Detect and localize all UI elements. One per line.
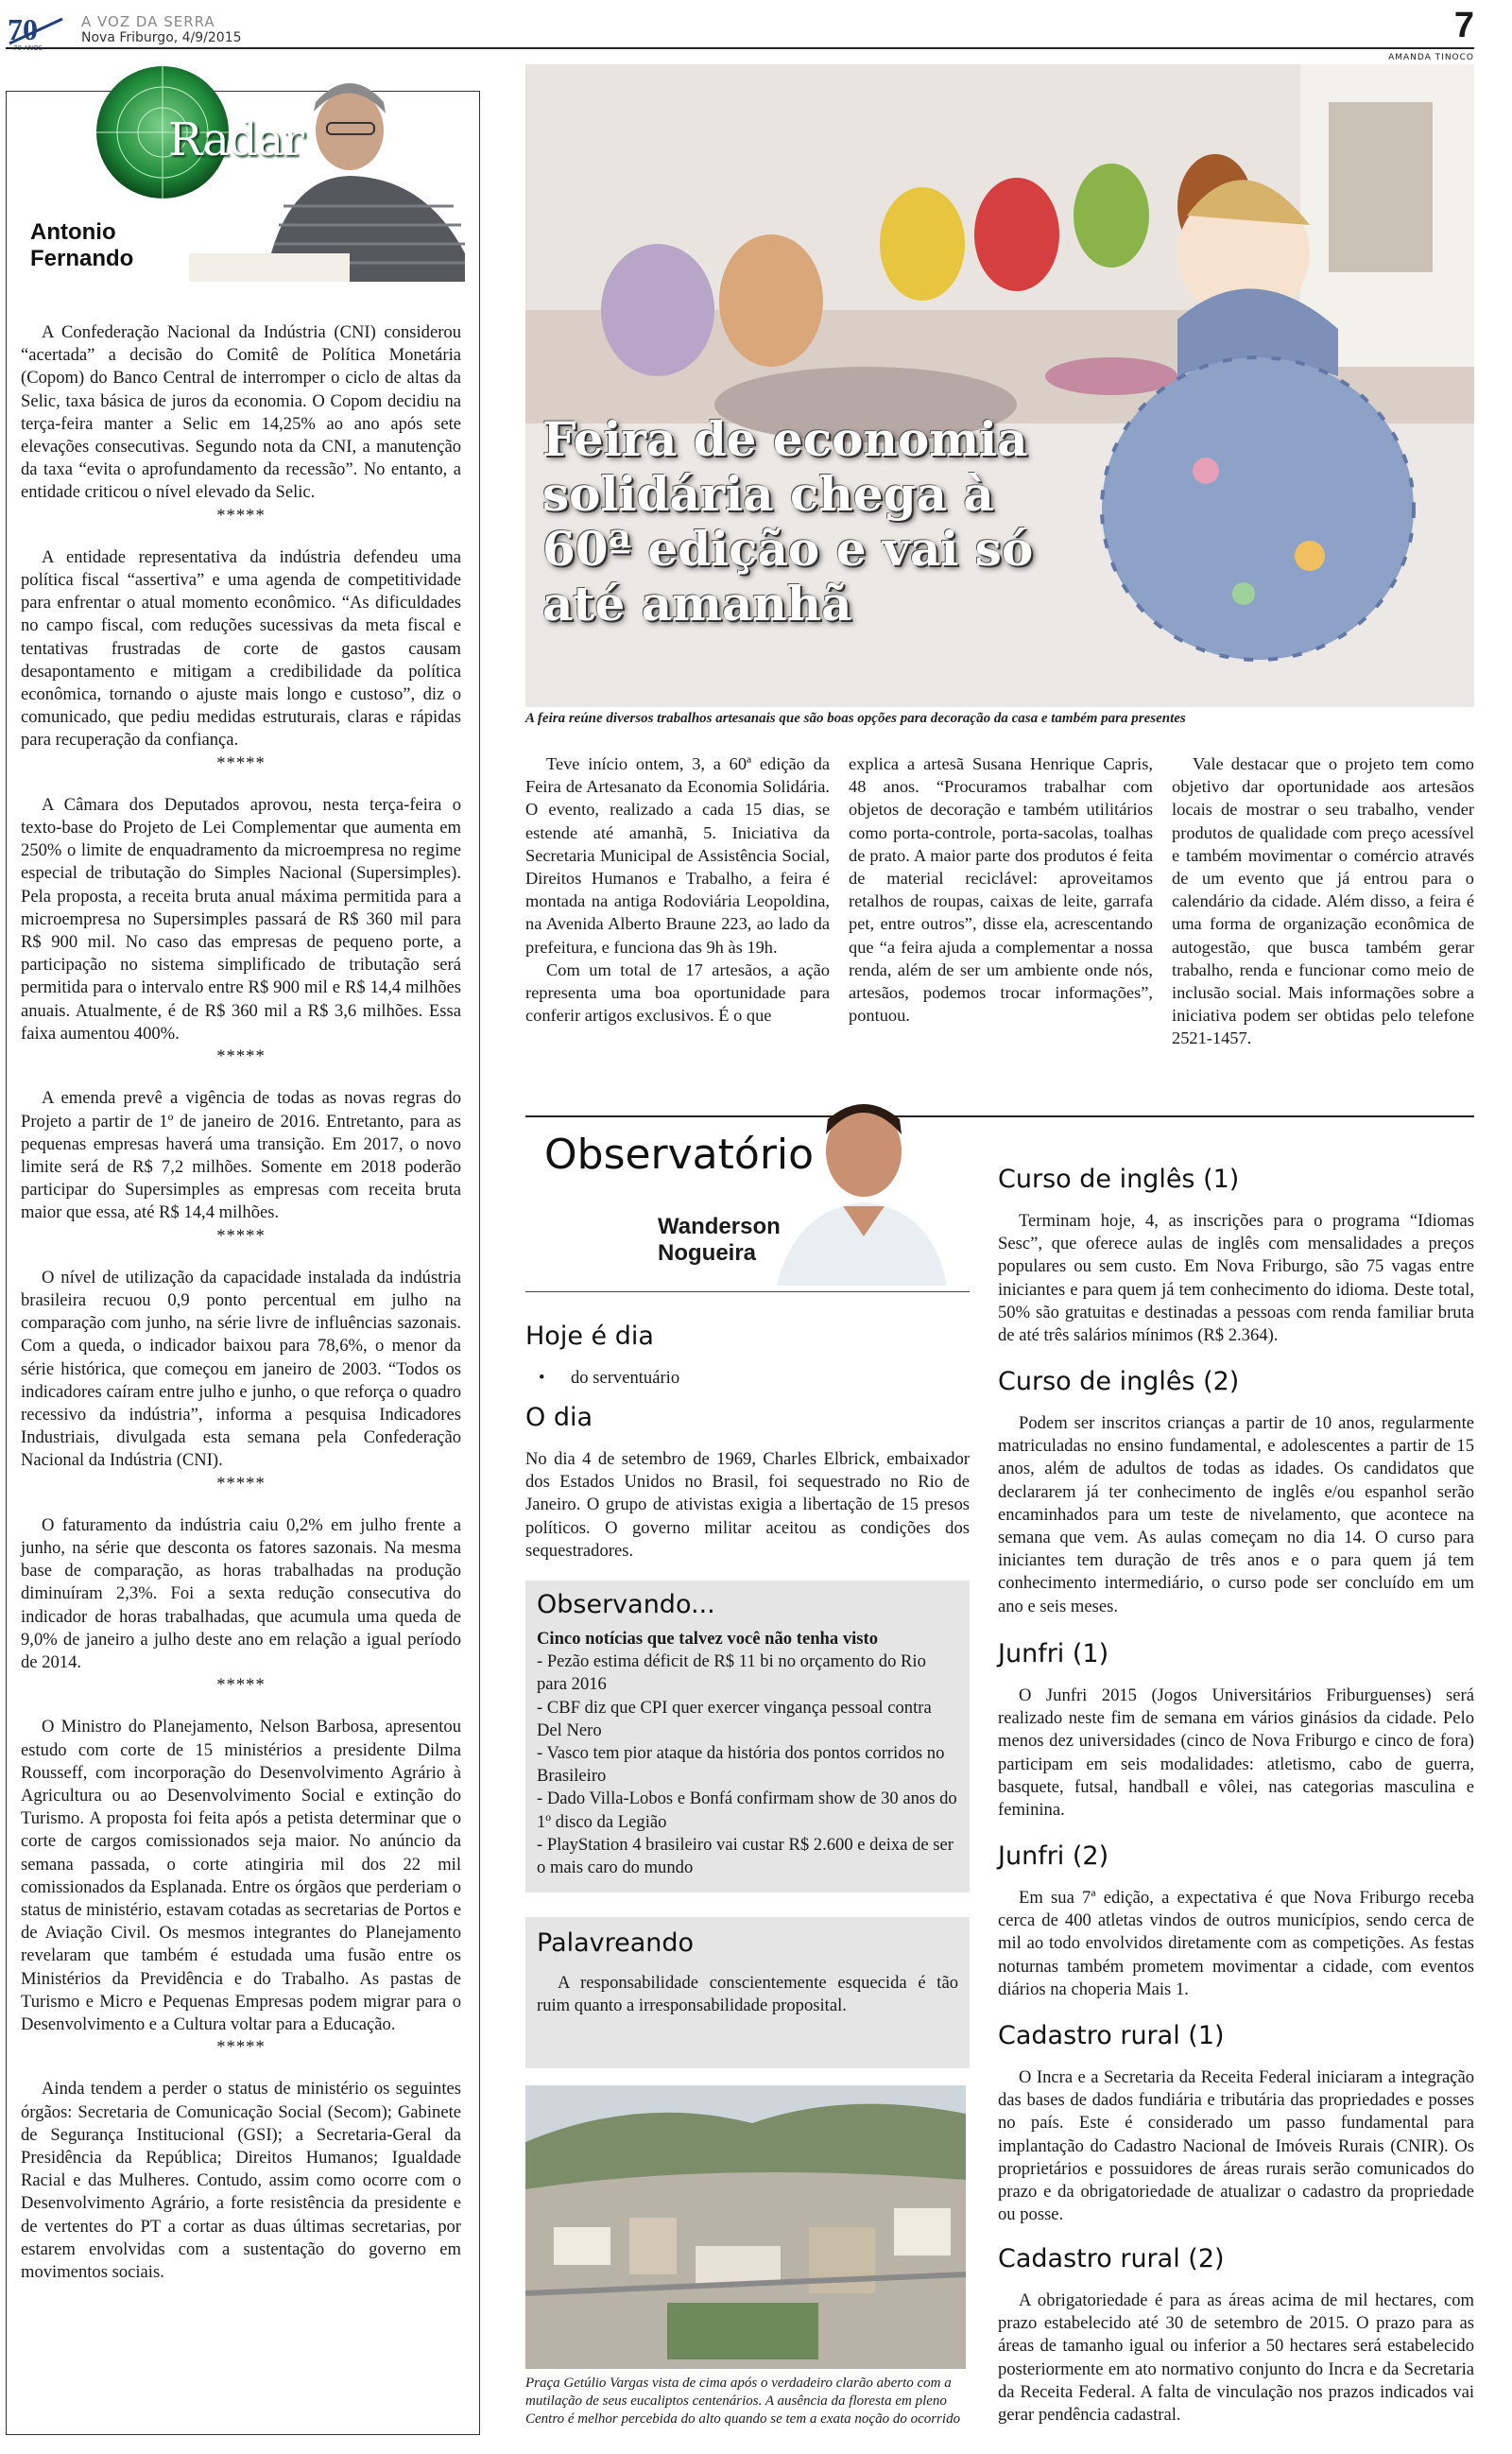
radar-article: [21, 321, 461, 2284]
feira-headline: Feira de economia solidária chega à 60ª edição e vai só até amanhã: [542, 411, 1034, 631]
observando-item: - Vasco tem pior ataque da história dos pontos corridos no Brasileiro: [537, 1743, 945, 1787]
feira-column-3: [1172, 752, 1474, 1050]
radar-paragraph: A emenda prevê a vigência de todas as novas regras do Projeto a partir de 1º de janeiro de 2016. Entretanto, para as pequenas empresas haverá uma transição. Em 2017, o novo limite será de R$ 7,2 milhões. Somente em 2018 poderão participar do Supersimples as empresas com receita bruta maior que essa, até R$ 14,4 milhões.: [21, 1088, 461, 1223]
observando-item: - Dado Villa-Lobos e Bonfá confirmam show de 30 anos do 1º disco da Legião: [537, 1789, 957, 1832]
section-text: [998, 2290, 1474, 2427]
section-paragraph: A obrigatoriedade é para as áreas acima de mil hectares, com prazo estabelecido até 30 de setembro de 2015. O prazo para as áreas de tamanho igual ou inferior a 50 hectares será estabelecido posteriormente em ato normativo conjunto do Incra e da Secretaria da Receita Federal. A falta de vinculação nos prazos indicados vai gerar pendência cadastral.: [998, 2290, 1474, 2426]
hoje-title: Hoje é dia: [525, 1322, 654, 1351]
photo-credit: AMANDA TINOCO: [1388, 53, 1474, 62]
feira-column-2: [849, 752, 1153, 1027]
separator: *****: [216, 1675, 266, 1696]
radar-title: Radar: [168, 113, 304, 166]
section-text: [998, 2066, 1474, 2226]
radar-paragraph: O Ministro do Planejamento, Nelson Barbosa, apresentou estudo com corte de 15 ministérios a presidente Dilma Rousseff, com incorporação do Desenvolvimento Agrário à Agricultura ou ao Desenvolvimento Social e extinção do Turismo. A proposta foi feita após a petista determinar que o corte de cargos comissionados seja maior. No anúncio da semana passada, o corte atingiria mil dos 22 mil comissionados da Esplanada. Entre os órgãos que perderiam o status de ministério, estavam cotadas as secretarias de Portos e de Aviação Civil. Os mesmos integrantes do Planejamento revelaram que também é estudada uma fusão entre os Ministérios da Previdência e do Trabalho. As pastas de Turismo e Micro e Pequenas Empresas podem migrar para o Desenvolvimento e a Cultura voltar para a Educação.: [21, 1717, 461, 2035]
observando-title: Observando...: [537, 1590, 715, 1619]
section-title: Curso de inglês (1): [998, 1165, 1240, 1194]
hoje-item: do serventuário: [571, 1368, 680, 1388]
observando-subtitle: Cinco notícias que talvez você não tenha visto: [537, 1629, 879, 1649]
radar-header-image: [94, 64, 465, 282]
observatorio-title: Observatório: [544, 1131, 815, 1179]
feira-paragraph: Vale destacar que o projeto tem como objetivo dar oportunidade aos artesãos locais de mostrar o seu trabalho, vender produtos de qualidade com preço acessível e também movimentar o comércio através de um evento que já entrou para o calendário da cidade. Além disso, a feira é uma forma de organização econômica de autogestão, que busca também gerar trabalho, renda e funcionar como meio de inclusão social. Mais informações sobre a iniciativa podem ser obtidas pelo telefone 2521-1457.: [1172, 754, 1474, 1048]
section-title: Junfri (2): [998, 1841, 1109, 1871]
section-title: Cadastro rural (2): [998, 2244, 1225, 2273]
palavreando-text: [537, 1972, 958, 2017]
bullet-icon: •: [539, 1368, 545, 1388]
palavreando-paragraph: A responsabilidade conscientemente esquecida é tão ruim quanto a irresponsabilidade proposital.: [537, 1973, 958, 2016]
section-title: Junfri (1): [998, 1639, 1109, 1668]
radar-author-first: Antonio: [30, 219, 116, 245]
section-rule: [525, 1291, 970, 1292]
section-paragraph: Em sua 7ª edição, a expectativa é que Nova Friburgo receba cerca de 400 atletas vindos de outros municípios, sendo cerca de mil ao todo envolvidos diretamente com as competições. As festas noturnas também prometem movimentar a cidade, com eventos diários na choperia Mais 1.: [998, 1888, 1474, 1999]
section-paragraph: Terminam hoje, 4, as inscrições para o programa “Idiomas Sesc”, que oferece aulas de inglês com mensalidades a preços populares ou sem custo. Em Nova Friburgo, são 75 vagas entre iniciantes e para quem já tem conhecimento do idioma. Deste total, 50% são gratuitas e destinadas a pessoas com renda familiar bruta de até três salários mínimos (R$ 2.364).: [998, 1211, 1474, 1346]
section-paragraph: Podem ser inscritos crianças a partir de 10 anos, regularmente matriculadas no ensino fundamental, e adolescentes a partir de 15 anos, além de adultos de todas as idades. Os candidatos que declararem já ter conhecimento de inglês e/ou espanhol serão encaminhados para um teste de nivelamento, que acontece na semana que vem. As aulas começam no dia 14. O curso para iniciantes tem duração de três anos e o para quem já tem conhecimento intermediário, o curso pode ser concluído em um ano e seis meses.: [998, 1413, 1474, 1616]
columnist-photo: [777, 1085, 947, 1286]
page-number: 7: [1453, 6, 1474, 45]
odia-paragraph: No dia 4 de setembro de 1969, Charles Elbrick, embaixador dos Estados Unidos no Brasil, foi sequestrado no Rio de Janeiro. O grupo de ativistas exigia a libertação de 15 presos políticos. O governo militar aceitou as condições dos sequestradores.: [525, 1449, 970, 1561]
issue-date: Nova Friburgo, 4/9/2015: [81, 30, 242, 45]
city-aerial-photo: [525, 2085, 966, 2369]
section-paragraph: O Incra e a Secretaria da Receita Federal iniciaram a integração das bases de dados fundiária e tributária das propriedades e posses no país. Este é considerado um passo fundamental para implantação do Cadastro Nacional de Imóveis Rurais (CNIR). Os proprietários e possuidores de áreas rurais serão comunicados do prazo e da obrigatoriedade de atualizar o cadastro da propriedade ou posse.: [998, 2067, 1474, 2225]
newspaper-logo: [6, 13, 64, 51]
section-title: Curso de inglês (2): [998, 1367, 1240, 1396]
radar-paragraph: A Confederação Nacional da Indústria (CNI) considerou “acertada” a decisão do Comitê de Política Monetária (Copom) do Banco Central de interromper o ciclo de altas da Selic, taxa básica de juros da economia. O Copom decidiu na terça-feira manter a Selic em 14,25% ao ano após sete elevações consecutivas. Segundo nota da CNI, a manutenção da taxa “evita o aprofundamento da recessão”. No entanto, a entidade criticou o nível elevado da Selic.: [21, 322, 461, 503]
radar-author-last: Fernando: [30, 246, 134, 271]
feira-column-1: [525, 752, 830, 1027]
separator: *****: [216, 1473, 266, 1494]
radar-paragraph: O nível de utilização da capacidade instalada da indústria brasileira recuou 0,9 ponto percentual em julho na comparação com junho, na série livre de influências sazonais. Com a queda, o indicador baixou para 78,6%, o menor da série histórica, que começou em janeiro de 2003. “Todos os indicadores caíram entre julho e junho, o que reforça o quadro recessivo da indústria”, informa a pesquisa Indicadores Industriais, divulgada esta semana pela Confederação Nacional da Indústria (CNI).: [21, 1267, 461, 1471]
svg-text:70: 70: [8, 13, 38, 46]
section-paragraph: O Junfri 2015 (Jogos Universitários Friburguenses) será realizado neste fim de semana em vários ginásios da cidade. Pelo menos dez universidades (cinco de Nova Friburgo e cinco de fora) participam em seis modalidades: atletismo, cabo de guerra, basquete, futsal, handball e vôlei, nas categorias masculina e feminina.: [998, 1685, 1474, 1821]
separator: *****: [216, 2037, 266, 2058]
section-title: Cadastro rural (1): [998, 2021, 1225, 2050]
odia-title: O dia: [525, 1403, 593, 1432]
city-photo-caption: Praça Getúlio Vargas vista de cima após o verdadeiro clarão aberto com a mutilação de seus eucaliptos centenários. A ausência da floresta em pleno Centro é melhor percebida do alto quando se tem a exata noção do ocorrido: [525, 2376, 961, 2427]
radar-paragraph: A entidade representativa da indústria defendeu uma política fiscal “assertiva” e uma agenda de competitividade para enfrentar o atual momento econômico. “As dificuldades no campo fiscal, com reduções sucessivas da meta fiscal e tentativas frustradas de corte de gastos causam desapontamento e mitigam a credibilidade da política econômica, tornando o ajuste mais longo e custoso”, diz o comunicado, que pediu medidas estruturais, claras e rápidas para recuperação da confiança.: [21, 546, 461, 751]
observando-item: - PlayStation 4 brasileiro vai custar R$ 2.600 e deixa de ser o mais caro do mundo: [537, 1834, 954, 1878]
hoje-list: [539, 1367, 954, 1390]
feira-paragraph: explica a artesã Susana Henrique Capris, 48 anos. “Procuramos trabalhar com objetos de decoração e também utilitários como porta-controle, porta-sacolas, toalhas de prato. A maior parte dos produtos é feita de material reciclável: aproveitamos retalhos de roupas, caixas de leite, garrafa pet, entre outros”, disse ela, acrescentando que “a feira ajuda a complementar a nossa renda, além de ser um ambiente onde nós, artesãos, podemos trocar informações”, pontuou.: [849, 754, 1153, 1026]
radar-author: [30, 219, 133, 272]
separator: *****: [216, 1046, 266, 1067]
observando-list: [537, 1628, 958, 1879]
feira-paragraph: Com um total de 17 artesãos, a ação representa uma boa oportunidade para conferir artigos exclusivos. É o que: [525, 959, 830, 1026]
feira-caption: A feira reúne diversos trabalhos artesanais que são boas opções para decoração da casa e também para presentes: [525, 711, 1186, 726]
header-rule: [6, 47, 1474, 49]
section-text: [998, 1412, 1474, 1618]
observando-item: - CBF diz que CPI quer exercer vingança pessoal contra Del Nero: [537, 1697, 932, 1740]
separator: *****: [216, 752, 266, 773]
section-text: [998, 1887, 1474, 2001]
observatorio-author-first: Wanderson: [658, 1214, 781, 1239]
section-text: [998, 1210, 1474, 1347]
radar-paragraph: A Câmara dos Deputados aprovou, nesta terça-feira o texto-base do Projeto de Lei Complementar que aumenta em 250% o limite de enquadramento da microempresa no regime especial de tributação do Simples Nacional (Supersimples). Pela proposta, a receita bruta anual máxima permitida para a microempresa no Supersimples passará de R$ 360 mil para R$ 900 mil. No caso das empresas de pequeno porte, a participação no sistema simplificado de tributação será permitida para o intervalo entre R$ 900 mil e R$ 14,4 milhões anuais. Atualmente, é de R$ 360 mil a R$ 3,6 milhões. Essa faixa aumentou 400%.: [21, 794, 461, 1044]
observatorio-author-last: Nogueira: [658, 1240, 757, 1266]
separator: *****: [216, 505, 266, 526]
observatorio-author: [658, 1214, 781, 1267]
palavreando-title: Palavreando: [537, 1928, 695, 1958]
radar-paragraph: Ainda tendem a perder o status de ministério os seguintes órgãos: Secretaria de Comunicação Social (Secom); Gabinete de Segurança Institucional (GSI); a Secretaria-Geral da Presidência da República; Direitos Humanos; Igualdade Racial e das Mulheres. Contudo, assim como ocorre com o Desenvolvimento Agrário, a forte resistência da presidente e de vertentes do PT a cortar as duas últimas secretarias, por estarem envolvidas com a sustentação do governo em movimentos sociais.: [21, 2079, 461, 2283]
section-rule: [525, 1115, 1474, 1117]
feira-paragraph: Teve início ontem, 3, a 60ª edição da Feira de Artesanato da Economia Solidária. O evento, realizado a cada 15 dias, se estende até amanhã, 5. Iniciativa da Secretaria Municipal de Assistência Social, Direitos Humanos e Trabalho, a feira é montada na antiga Rodoviária Leopoldina, na Avenida Alberto Braune 223, ao lado da prefeitura, e funciona das 9h às 19h.: [525, 754, 830, 957]
observando-item: - Pezão estima déficit de R$ 11 bi no orçamento do Rio para 2016: [537, 1651, 926, 1695]
paper-name: A VOZ DA SERRA: [81, 13, 215, 30]
radar-paragraph: O faturamento da indústria caiu 0,2% em julho frente a junho, na série que desconta os fatores sazonais. Na mesma base de comparação, as horas trabalhadas na produção diminuíram 2,3%. Foi a sexta redução consecutiva do indicador de horas trabalhadas, que acumula uma queda de 9,0% de janeiro a julho deste ano em relação a igual período de 2014.: [21, 1514, 461, 1672]
separator: *****: [216, 1225, 266, 1246]
odia-text: [525, 1448, 970, 1563]
section-text: [998, 1685, 1474, 1822]
